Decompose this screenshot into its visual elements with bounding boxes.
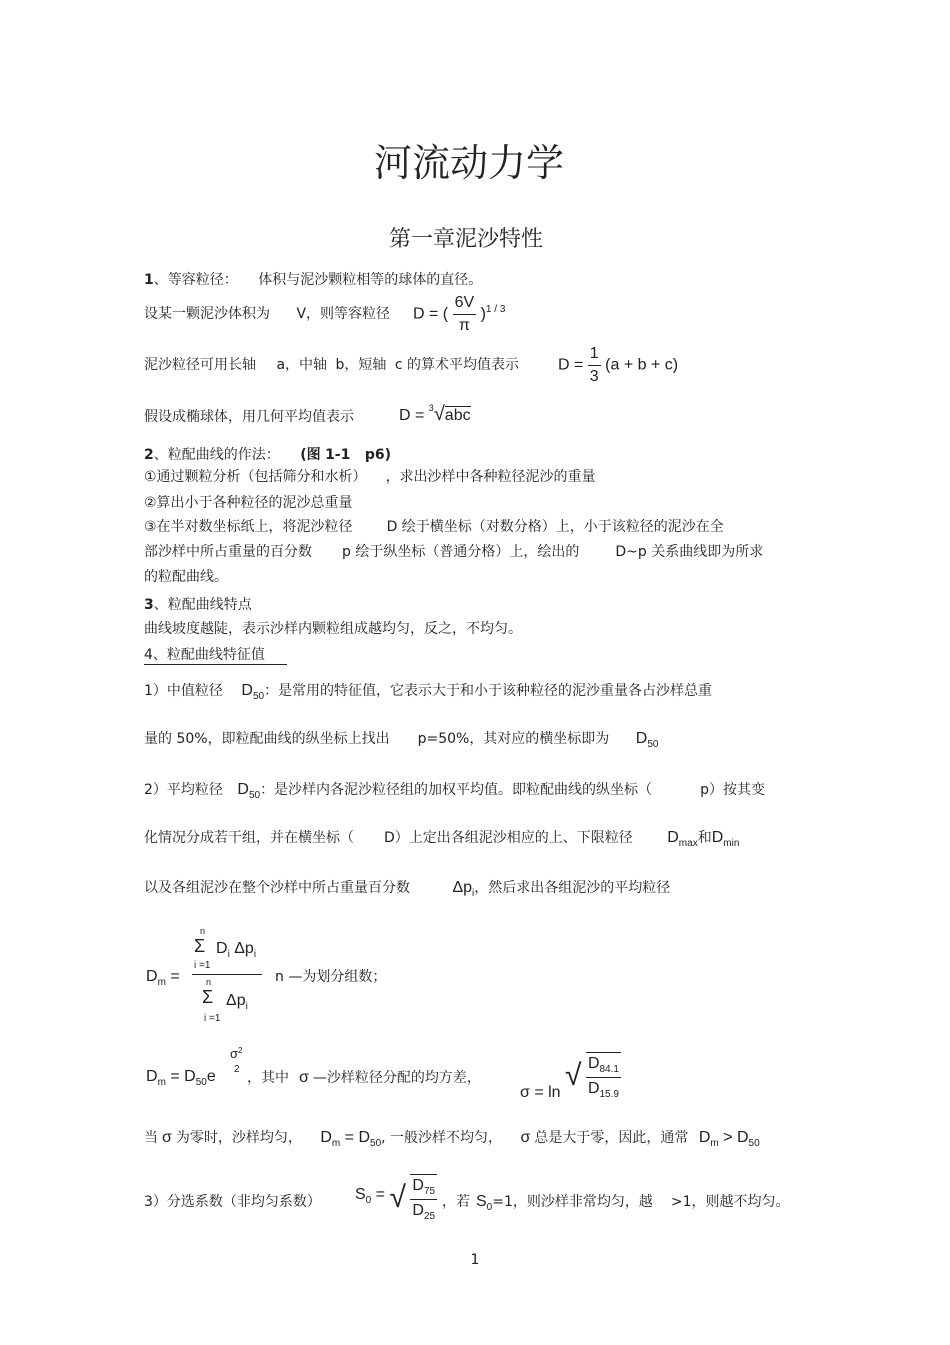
weighted-mean-formula: n Σ $D_i$ $\Delta p_i$ i =1 $D_m$ = n Σ $\Delta p_i$ i =1 bbox=[146, 926, 386, 1030]
section-3-heading: 3、粒配曲线特点 bbox=[144, 597, 252, 613]
sorting-coefficient-line: 3）分选系数（非均匀系数） bbox=[144, 1194, 321, 1210]
geometric-mean-formula: D = $^3$√abc bbox=[399, 403, 471, 425]
section-1-heading: 1、等容粒径： 体积与泥沙颗粒相等的球体的直径。 bbox=[144, 272, 483, 288]
step-3-line3: 的粒配曲线。 bbox=[144, 569, 228, 585]
page-number: 1 bbox=[470, 1252, 480, 1268]
step-2: ②算出小于各种粒径的泥沙总重量 bbox=[144, 495, 353, 511]
std-note: ，其中 σ —沙样粒径分配的均方差， bbox=[247, 1069, 481, 1086]
chapter-title: 第一章泥沙特性 bbox=[388, 227, 543, 252]
step-3-line2: 部沙样中所占重量的百分数 p 绘于纵坐标（普通分格）上，绘出的 D~p 关系曲线即为所求 bbox=[144, 544, 764, 560]
step-3-line1: ③在半对数坐标纸上，将泥沙粒径 D 绘于横坐标（对数分格）上，小于该粒径的泥沙在全 bbox=[144, 519, 724, 535]
mean-size-line3: 以及各组泥沙在整个沙样中所占重量百分数 $\Delta p_i$，然后求出各组泥沙的平均粒径 bbox=[144, 879, 671, 899]
median-size-line2: 量的 50%，即粒配曲线的纵坐标上找出 p=50%，其对应的横坐标即为 $D_{50}$ bbox=[144, 730, 659, 750]
equiv-diameter-formula: D = ( $\frac{6V}{\pi}$ )$^{1 / 3}$ bbox=[413, 294, 506, 334]
geometric-mean-line: 假设成椭球体，用几何平均值表示 bbox=[144, 409, 354, 425]
arithmetic-mean-formula: D = $\frac{1}{3}$ (a + b + c) bbox=[558, 345, 679, 385]
lognormal-mean-formula: $D_m = D_{50}e$ $\sigma^2$ 2 bbox=[146, 1046, 243, 1088]
mean-size-line1: 2）平均粒径 $D_{50}$：是沙样内各泥沙粒径组的加权平均值。即粒配曲线的纵坐标（ p）按其变 bbox=[144, 781, 765, 801]
group-count-note: n —为划分组数； bbox=[275, 969, 387, 985]
sigma-formula: σ = ln √ $\frac{D_{84.1}}{D_{15.9}}$ bbox=[520, 1050, 621, 1100]
arithmetic-mean-line: 泥沙粒径可用长轴 a，中轴 b，短轴 c 的算术平均值表示 bbox=[144, 357, 519, 373]
section-4-heading: 4、粒配曲线特征值 bbox=[144, 646, 287, 665]
sorting-coefficient-formula: $S_0$ = √ $\frac{D_{75}}{D_{25}}$ bbox=[355, 1172, 437, 1222]
sigma-statement: 当 σ 为零时，沙样均匀， $D_m = D_{50}$, 一般沙样不均匀， σ 总是大于零，因此，通常 $D_m > D_{50}$ bbox=[144, 1129, 760, 1149]
mean-size-line2: 化情况分成若干组，并在横坐标（ D）上定出各组泥沙相应的上、下限粒径 $D_{max}$和$D_{min}$ bbox=[144, 829, 740, 849]
sorting-coefficient-note: ，若 $S_0=1$，则沙样非常均匀，越 >1，则越不均匀。 bbox=[442, 1193, 790, 1213]
section-2-heading: 2、粒配曲线的作法： (图 1-1 p6) bbox=[144, 447, 391, 463]
page-title: 河流动力学 bbox=[373, 141, 564, 185]
median-size-line1: 1）中值粒径 $D_{50}$：是常用的特征值，它表示大于和小于该种粒径的泥沙重量各占沙样总重 bbox=[144, 682, 713, 702]
section-3-body: 曲线坡度越陡，表示沙样内颗粒组成越均匀，反之，不均匀。 bbox=[144, 621, 522, 637]
equiv-diameter-line: 设某一颗泥沙体积为 V，则等容粒径 bbox=[144, 306, 391, 322]
step-1: ①通过颗粒分析（包括筛分和水析） ，求出沙样中各种粒径泥沙的重量 bbox=[144, 469, 596, 485]
